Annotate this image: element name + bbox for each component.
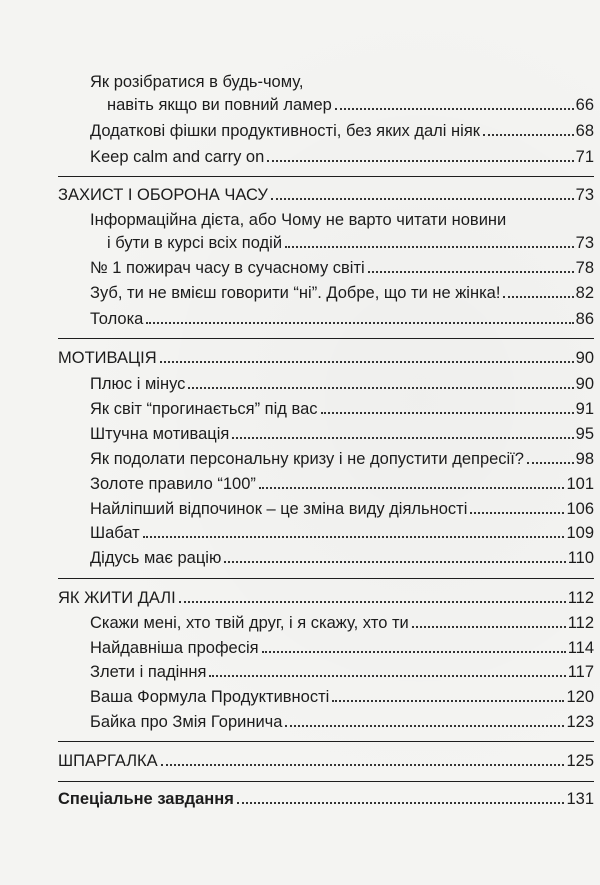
toc-entry [90,424,594,444]
toc-page-number: 117 [567,663,594,681]
dot-leader [188,387,573,389]
toc-section-title: Спеціальне завдання [58,790,234,808]
toc-page-number: 114 [567,639,594,657]
toc-entry [90,548,594,568]
dot-leader [237,802,565,804]
toc-entry-title: Штучна мотивація [90,425,230,443]
toc-page-number: 68 [575,122,594,140]
toc-entry-title: Скажи мені, хто твій друг, і я скажу, хто ти [90,614,409,632]
toc-section [58,348,594,368]
toc-page-number: 71 [575,148,594,166]
toc-entry [90,499,594,519]
toc-entry-title: Додаткові фішки продуктивності, без яких далі ніяк [90,122,480,140]
section-divider [58,578,594,579]
toc-entry-title: Найліпший відпочинок – це зміна виду діяльності [90,500,468,518]
toc-section [58,751,594,771]
toc-entry [107,233,594,253]
dot-leader [321,412,574,414]
dot-leader [179,601,566,603]
toc-entry-title: Злети і падіння [90,663,207,681]
dot-leader [161,764,565,766]
toc-page-number: 86 [575,310,594,328]
dot-leader [262,651,566,653]
dot-leader [470,512,564,514]
toc-page-number: 95 [575,425,594,443]
toc-entry-title: Найдавніша професія [90,639,259,657]
dot-leader [412,626,566,628]
toc-page-number: 90 [575,349,594,367]
toc-page-number: 125 [566,752,594,770]
toc-entry-title: Дідусь має рацію [90,549,222,567]
toc-entry-title: Плюс і мінус [90,375,186,393]
toc-entry-title: Як розібратися в будь-чому, [90,73,304,91]
toc-entry [90,449,594,469]
toc-entry [90,474,594,494]
toc-entry [90,687,594,707]
toc-entry-title: Ваша Формула Продуктивності [90,688,330,706]
toc-entry-title: навіть якщо ви повний ламер [107,96,332,114]
toc-entry [90,309,594,329]
toc-entry [90,399,594,419]
toc-entry [90,121,594,141]
toc-page-number: 91 [575,400,594,418]
toc-entry [107,95,594,115]
dot-leader [259,487,565,489]
toc-section-title: МОТИВАЦІЯ [58,349,157,367]
toc-page-number: 120 [566,688,594,706]
dot-leader [503,296,573,298]
toc-page-number: 73 [575,234,594,252]
toc-page-number: 98 [575,450,594,468]
dot-leader [232,437,573,439]
dot-leader [267,160,573,162]
toc-entry-title: Шабат [90,524,140,542]
toc-page-number: 73 [575,186,594,204]
toc-entry-title: і бути в курсі всіх подій [107,234,283,252]
dot-leader [368,271,574,273]
dot-leader [483,134,574,136]
toc-entry [90,662,594,682]
toc-page-number: 66 [575,96,594,114]
toc-entry [90,613,594,633]
toc-section-title: ЯК ЖИТИ ДАЛІ [58,589,176,607]
toc-entry-title: № 1 пожирач часу в сучасному світі [90,259,365,277]
dot-leader [146,322,573,324]
toc-page-number: 112 [567,614,594,632]
dot-leader [160,361,574,363]
toc-page-number: 106 [566,500,594,518]
toc-entry [90,283,594,303]
toc-section [58,789,594,809]
dot-leader [209,675,565,677]
toc-page-number: 123 [566,713,594,731]
toc-page-number: 109 [566,524,594,542]
toc-section-title: ШПАРГАЛКА [58,752,158,770]
section-divider [58,781,594,782]
section-divider [58,338,594,339]
toc-entry [90,523,594,543]
dot-leader [335,108,574,110]
dot-leader [527,462,574,464]
toc-section [58,185,594,205]
dot-leader [271,198,574,200]
section-divider [58,176,594,177]
toc-page-number: 82 [575,284,594,302]
toc-entry [90,147,594,167]
toc-section-title: ЗАХИСТ І ОБОРОНА ЧАСУ [58,186,268,204]
toc-entry-title: Золоте правило “100” [90,475,256,493]
toc-entry [90,258,594,278]
toc-entry-line [90,72,594,92]
toc-entry-title: Інформаційна дієта, або Чому не варто читати новини [90,211,507,229]
dot-leader [143,536,565,538]
toc-page-number: 110 [567,549,594,567]
toc-entry-title: Толока [90,310,144,328]
toc-entry-title: Байка про Змія Горинича [90,713,283,731]
toc-section [58,588,594,608]
toc-page-number: 90 [575,375,594,393]
dot-leader [224,561,565,563]
dot-leader [285,725,564,727]
dot-leader [285,246,574,248]
toc-entry-line [90,210,594,230]
toc-page-number: 112 [567,589,594,607]
toc-entry [90,638,594,658]
toc-entry-title: Як світ “прогинається” під вас [90,400,318,418]
toc-page-number: 131 [566,790,594,808]
toc-page-number: 101 [566,475,594,493]
toc-entry [90,712,594,732]
dot-leader [332,700,564,702]
toc-entry [90,374,594,394]
toc-entry-title: Зуб, ти не вмієш говорити “ні”. Добре, що ти не жінка! [90,284,501,302]
section-divider [58,741,594,742]
toc-entry-title: Як подолати персональну кризу і не допустити депресії? [90,450,524,468]
toc-page-number: 78 [575,259,594,277]
toc-entry-title: Keep calm and carry on [90,148,265,166]
